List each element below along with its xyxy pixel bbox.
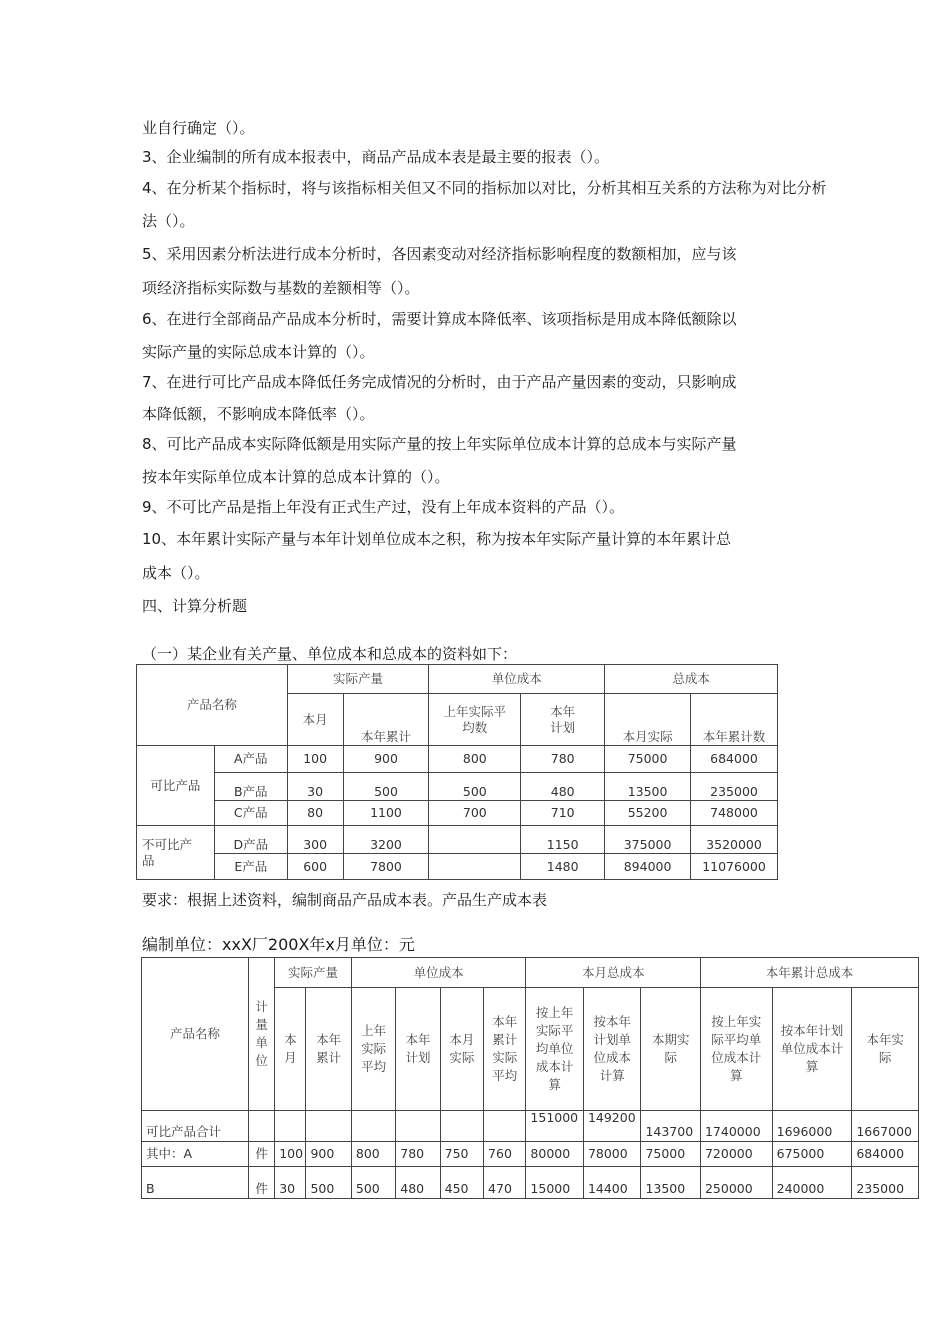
header-ytd-by-last-year: 按上年实际平均单位成本计算: [700, 988, 772, 1111]
cell: 80000: [526, 1142, 584, 1167]
cell: 600: [287, 854, 343, 880]
cell: 3520000: [691, 826, 778, 854]
product-name: B: [142, 1167, 249, 1199]
question-line: 本降低额，不影响成本降低率（）。: [142, 405, 375, 423]
group-noncomparable: 不可比产品: [137, 826, 215, 880]
question-line: 8、可比产品成本实际降低额是用实际产量的按上年实际单位成本计算的总成本与实际产量: [142, 435, 737, 453]
product-name: E产品: [214, 854, 287, 880]
cell: 780: [396, 1142, 440, 1167]
question-line: 9、不可比产品是指上年没有正式生产过，没有上年成本资料的产品（）。: [142, 498, 625, 516]
cell: 748000: [691, 801, 778, 826]
product-name: B产品: [214, 773, 287, 801]
cell: 700: [429, 801, 521, 826]
cell: 1150: [521, 826, 605, 854]
cell: 480: [396, 1167, 440, 1199]
cell: 30: [275, 1167, 306, 1199]
cell: 684000: [691, 746, 778, 773]
header-ytd-by-plan: 按本年计划单位成本计算: [772, 988, 852, 1111]
question-line: 成本（）。: [142, 564, 210, 582]
cell: 720000: [700, 1142, 772, 1167]
cell: 675000: [772, 1142, 852, 1167]
cell: 75000: [605, 746, 691, 773]
cost-data-table: [136, 664, 778, 880]
header-month-actual-total: 本期实际: [641, 988, 701, 1111]
header-month: 本月: [275, 988, 306, 1111]
cell: 450: [440, 1167, 483, 1199]
table-row: [142, 1167, 919, 1199]
cell: 100: [275, 1142, 306, 1167]
cell: 55200: [605, 801, 691, 826]
cell: 7800: [343, 854, 429, 880]
product-name: D产品: [214, 826, 287, 854]
header-unit-cost: 单位成本: [351, 958, 526, 988]
cell: 480: [521, 773, 605, 801]
cell: [429, 854, 521, 880]
cell: [484, 1111, 526, 1142]
cell: 149200: [583, 1111, 641, 1142]
section-heading: 四、计算分析题: [142, 597, 248, 615]
header-month-by-last-year: 按上年实际平均单位成本计算: [526, 988, 584, 1111]
cell: 13500: [641, 1167, 701, 1199]
cell: 800: [429, 746, 521, 773]
cell: 894000: [605, 854, 691, 880]
header-ytd-total-cost: 本年累计总成本: [700, 958, 918, 988]
cell: 15000: [526, 1167, 584, 1199]
question-line: 5、采用因素分析法进行成本分析时，各因素变动对经济指标影响程度的数额相加，应与该: [142, 245, 737, 263]
cell: 240000: [772, 1167, 852, 1199]
header-actual-output: 实际产量: [287, 665, 429, 694]
cell: [306, 1111, 351, 1142]
header-ytd-total: 本年累计数: [691, 694, 778, 746]
question-line: 按本年实际单位成本计算的总成本计算的（）。: [142, 468, 450, 486]
table-row: [137, 854, 778, 880]
cell: 1100: [343, 801, 429, 826]
table-row: [137, 746, 778, 773]
cell: 500: [351, 1167, 395, 1199]
header-last-year-avg: 上年实际平均数: [429, 694, 521, 746]
product-cost-table: [141, 957, 919, 1199]
header-ytd: 本年累计: [343, 694, 429, 746]
table-row: [137, 773, 778, 801]
header-actual-output: 实际产量: [275, 958, 352, 988]
question-line: 项经济指标实际数与基数的差额相等（）。: [142, 279, 420, 297]
question-line: 7、在进行可比产品成本降低任务完成情况的分析时，由于产品产量因素的变动，只影响成: [142, 373, 737, 391]
cell: 1696000: [772, 1111, 852, 1142]
cell: 151000: [526, 1111, 584, 1142]
cell: 13500: [605, 773, 691, 801]
question-line: 6、在进行全部商品产品成本分析时，需要计算成本降低率、该项指标是用成本降低额除以: [142, 310, 737, 328]
cell: 235000: [691, 773, 778, 801]
question-line: 4、在分析某个指标时，将与该指标相关但又不同的指标加以对比，分析其相互关系的方法称为对比分析: [142, 179, 827, 197]
table-row: [142, 1142, 919, 1167]
cell: [248, 1111, 274, 1142]
cell: [429, 826, 521, 854]
product-name: 其中：A: [142, 1142, 249, 1167]
header-product-name: 产品名称: [137, 665, 288, 746]
cell: 800: [351, 1142, 395, 1167]
cell: 300: [287, 826, 343, 854]
header-month-total-cost: 本月总成本: [526, 958, 701, 988]
header-last-year-avg: 上年实际平均: [351, 988, 395, 1111]
table-row: [137, 801, 778, 826]
unit-line: 编制单位：xxX厂200X年x月单位：元: [142, 935, 415, 954]
header-month-actual: 本月实际: [440, 988, 483, 1111]
header-measure-unit: 计量单位: [248, 958, 274, 1111]
cell: 75000: [641, 1142, 701, 1167]
header-ytd-actual: 本年实际: [852, 988, 919, 1111]
requirement-text: 要求：根据上述资料，编制商品产品成本表。产品生产成本表: [142, 891, 548, 909]
question-line: 3、企业编制的所有成本报表中，商品产品成本表是最主要的报表（）。: [142, 148, 610, 166]
question-line: 业自行确定（）。: [142, 119, 255, 137]
header-total-cost: 总成本: [605, 665, 778, 694]
cell: 1667000: [852, 1111, 919, 1142]
cell: 1740000: [700, 1111, 772, 1142]
cell: 250000: [700, 1167, 772, 1199]
cell: 900: [306, 1142, 351, 1167]
header-ytd: 本年累计: [306, 988, 351, 1111]
header-unit-cost: 单位成本: [429, 665, 605, 694]
header-plan: 本年计划: [396, 988, 440, 1111]
cell: 375000: [605, 826, 691, 854]
cell: 件: [248, 1167, 274, 1199]
cell: 3200: [343, 826, 429, 854]
cell: 1480: [521, 854, 605, 880]
table-row: [137, 826, 778, 854]
table-row: [142, 1111, 919, 1142]
cell: 500: [429, 773, 521, 801]
cell: 235000: [852, 1167, 919, 1199]
question-line: 法（）。: [142, 212, 195, 230]
cell: 684000: [852, 1142, 919, 1167]
question-line: 10、本年累计实际产量与本年计划单位成本之积，称为按本年实际产量计算的本年累计总: [142, 530, 732, 548]
cell: 30: [287, 773, 343, 801]
product-name: A产品: [214, 746, 287, 773]
cell: 750: [440, 1142, 483, 1167]
header-month-actual: 本月实际: [605, 694, 691, 746]
cell: 14400: [583, 1167, 641, 1199]
cell: 900: [343, 746, 429, 773]
cell: 80: [287, 801, 343, 826]
cell: 件: [248, 1142, 274, 1167]
cell: 500: [306, 1167, 351, 1199]
question-line: 实际产量的实际总成本计算的（）。: [142, 343, 375, 361]
cell: 710: [521, 801, 605, 826]
cell: 100: [287, 746, 343, 773]
table1-intro: （一）某企业有关产量、单位成本和总成本的资料如下：: [142, 645, 518, 663]
cell: [440, 1111, 483, 1142]
cell: 11076000: [691, 854, 778, 880]
product-name: C产品: [214, 801, 287, 826]
cell: 470: [484, 1167, 526, 1199]
cell: 760: [484, 1142, 526, 1167]
header-ytd-actual-avg: 本年累计实际平均: [484, 988, 526, 1111]
header-month: 本月: [287, 694, 343, 746]
cell: 78000: [583, 1142, 641, 1167]
header-product-name: 产品名称: [142, 958, 249, 1111]
header-plan: 本年计划: [521, 694, 605, 746]
product-name: 可比产品合计: [142, 1111, 249, 1142]
cell: 780: [521, 746, 605, 773]
cell: [396, 1111, 440, 1142]
header-month-by-plan: 按本年计划单位成本计算: [583, 988, 641, 1111]
cell: [275, 1111, 306, 1142]
cell: 143700: [641, 1111, 701, 1142]
cell: 500: [343, 773, 429, 801]
cell: [351, 1111, 395, 1142]
group-comparable: 可比产品: [137, 746, 215, 826]
